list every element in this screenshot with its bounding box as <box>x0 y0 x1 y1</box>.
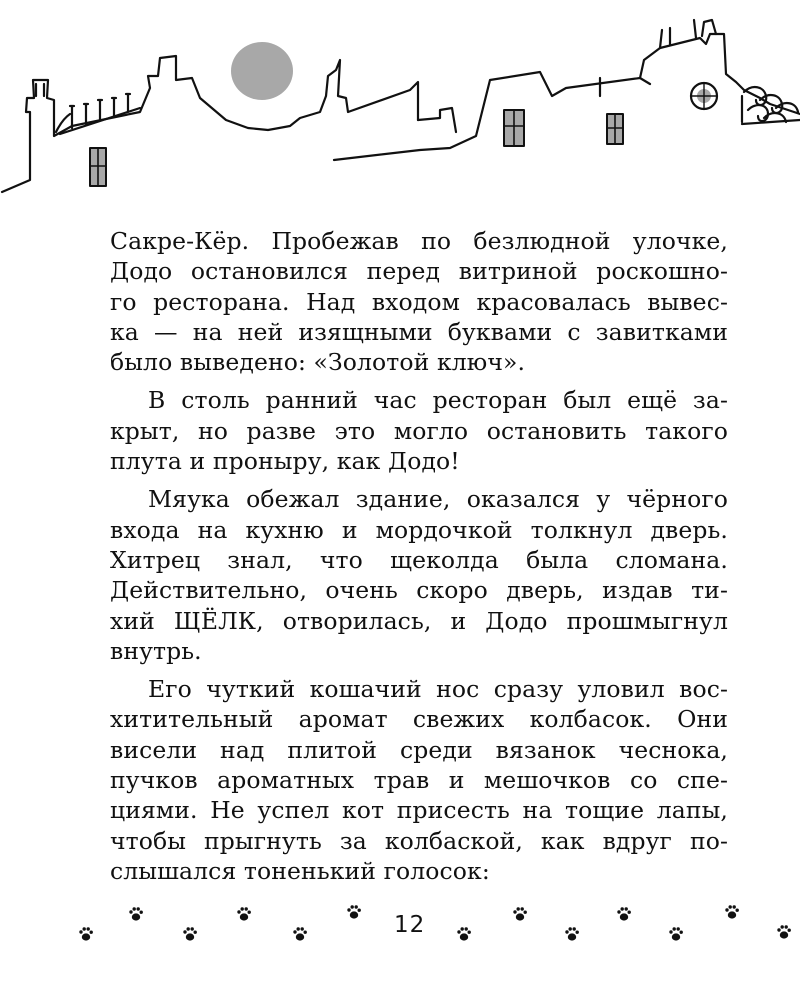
text-line: чтобы прыгнуть за колбаской, как вдруг по- <box>110 826 728 855</box>
text-line: В столь ранний час ресторан был ещё за- <box>148 386 728 415</box>
text-line: го ресторана. Над входом красовалась вывес- <box>110 287 728 316</box>
text-line: ка — на ней изящными буквами с завитками <box>110 317 728 346</box>
text-line: Хитрец знал, что щеколда была сломана. <box>110 545 728 574</box>
paw-print-icon <box>617 907 631 920</box>
middle-roof-outline <box>334 34 800 160</box>
paw-print-icon <box>183 927 197 940</box>
paw-print-icon <box>79 927 93 940</box>
paw-print-icon <box>565 927 579 940</box>
paw-print-icon <box>457 927 471 940</box>
text-line: Сакре-Кёр. Пробежав по безлюдной улочке, <box>110 227 728 255</box>
page-number: 12 <box>394 912 426 938</box>
text-line: плута и проныру, как Додо! <box>110 447 460 476</box>
text-line: Его чуткий кошачий нос сразу уловил вос- <box>148 675 728 704</box>
text-line: было выведено: «Золотой ключ». <box>110 348 526 377</box>
text-line: Додо остановился перед витриной роскошно- <box>110 257 728 286</box>
paw-print-icon <box>513 907 527 920</box>
paw-print-icon <box>669 927 683 940</box>
text-line: пучков ароматных трав и мешочков со спе- <box>110 766 728 795</box>
paw-print-icon <box>293 927 307 940</box>
text-line: слышался тоненький голосок: <box>110 856 490 885</box>
text-line: внутрь. <box>110 636 202 665</box>
left-building-outline <box>2 56 418 192</box>
paw-print-icon <box>237 907 251 920</box>
paw-print-icon <box>777 925 791 938</box>
text-line: хий ЩЁЛК, отворилась, и Додо прошмыгнул <box>110 606 728 635</box>
paw-print-icon <box>347 905 361 918</box>
text-line: Мяука обежал здание, оказался у чёрного <box>148 485 728 514</box>
text-line: висели над плитой среди вязанок чеснока, <box>110 735 728 764</box>
text-line: Действительно, очень скоро дверь, издав ти- <box>110 576 728 605</box>
paw-print-icon <box>725 905 739 918</box>
text-line: циями. Не успел кот присесть на тощие лапы, <box>110 796 728 825</box>
moon-shape <box>231 42 293 100</box>
paw-print-icon <box>129 907 143 920</box>
story-text <box>110 226 728 886</box>
text-line: крыт, но разве это могло остановить такого <box>110 416 728 445</box>
text-line: входа на кухню и мордочкой толкнул дверь. <box>110 515 728 544</box>
rooftops-illustration <box>0 0 800 200</box>
text-line: хитительный аромат свежих колбасок. Они <box>110 705 728 734</box>
